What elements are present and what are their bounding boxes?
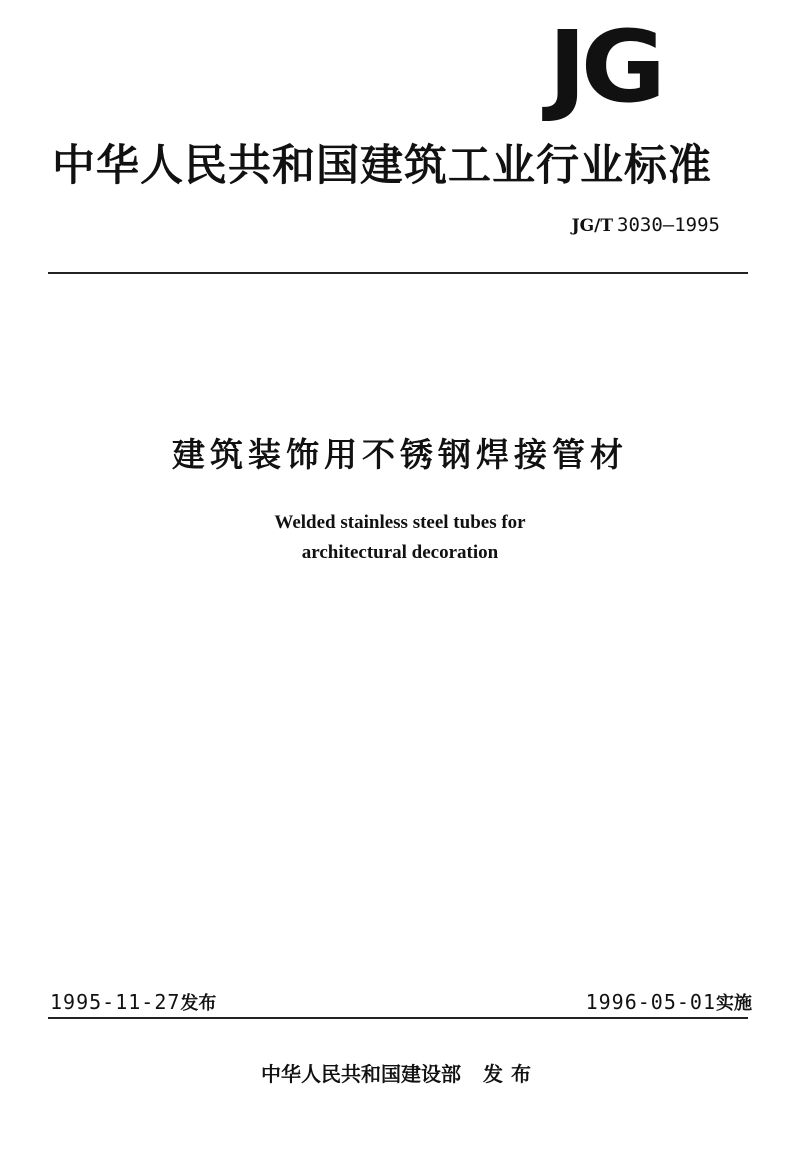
- organization-title: 中华人民共和国建筑工业行业标准: [52, 141, 712, 191]
- issue-date: [50, 988, 216, 1018]
- top-divider: [48, 272, 748, 274]
- document-title-english: [0, 508, 800, 568]
- english-title-line-1: Welded stainless steel tubes for: [274, 512, 526, 533]
- issue-date-suffix: 发布: [180, 993, 217, 1014]
- standard-number: [572, 213, 720, 238]
- publisher-name: 中华人民共和国建设部: [261, 1062, 461, 1086]
- jg-logo: JG: [548, 8, 661, 125]
- effective-date-suffix: 实施: [716, 993, 752, 1014]
- publisher: [0, 1060, 800, 1088]
- issue-date-value: 1995-11-27: [50, 990, 181, 1014]
- standard-number-value: 3030—1995: [617, 214, 720, 236]
- standard-code: JG/T: [571, 216, 614, 236]
- english-title-line-2: architectural decoration: [301, 542, 499, 563]
- effective-date-value: 1996-05-01: [585, 990, 716, 1014]
- publisher-verb: 发布: [483, 1062, 539, 1086]
- effective-date: [586, 988, 752, 1018]
- document-title-chinese: 建筑装饰用不锈钢焊接管材: [172, 435, 628, 474]
- bottom-divider: [48, 1017, 748, 1019]
